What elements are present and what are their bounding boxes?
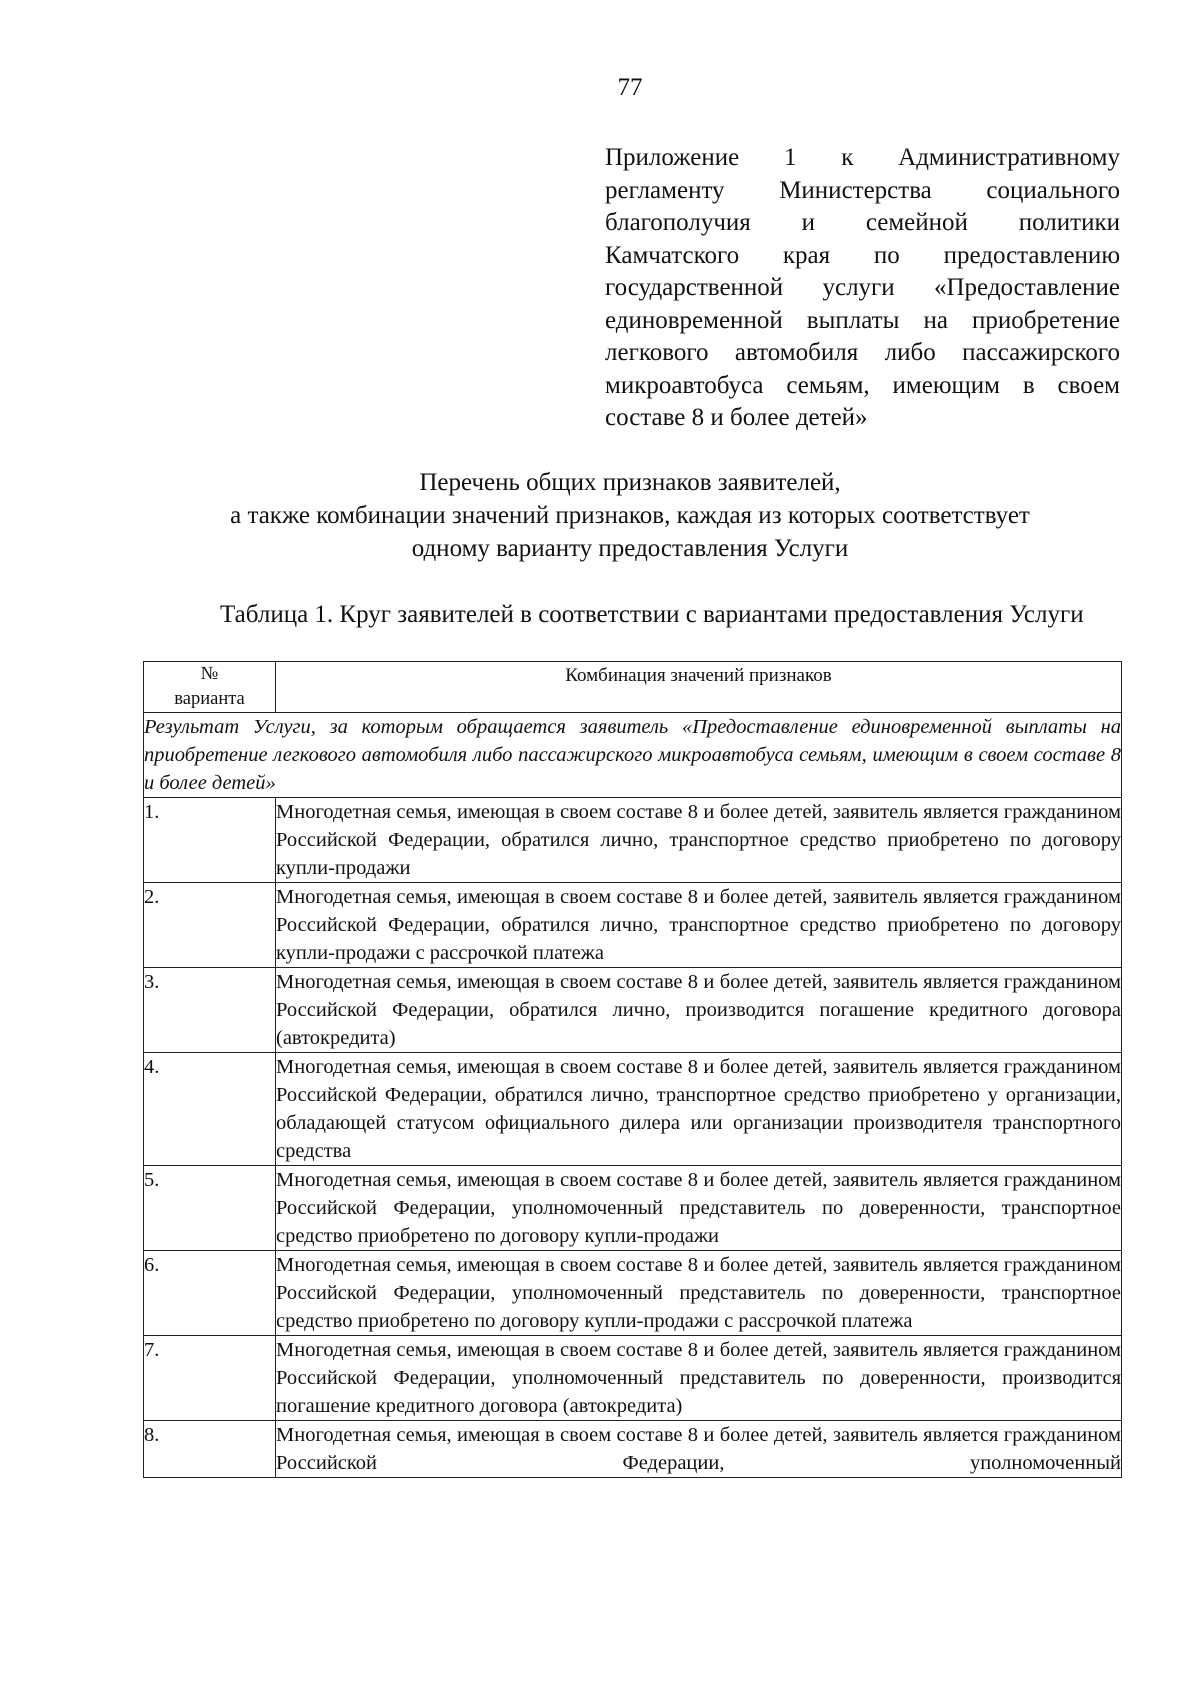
table-row bbox=[144, 798, 1122, 883]
table-row bbox=[144, 1251, 1122, 1336]
table-row bbox=[144, 1421, 1122, 1478]
variant-number: 5. bbox=[144, 1166, 276, 1251]
variant-combination: Многодетная семья, имеющая в своем составе 8 и более детей, заявитель является гражданином Российской Федерации, обратился лично, производится погашение кредитного договора (автокредита) bbox=[276, 968, 1122, 1053]
appendix-note: Приложение 1 к Административному регламенту Министерства социального благополучия и семейной политики Камчатского края по предоставлению государственной услуги «Предоставление единовременной выплаты на приобретение легкового автомобиля либо пассажирского микроавтобуса семьям, имеющим в своем составе 8 и более детей» bbox=[605, 144, 1120, 431]
page-number: 77 bbox=[617, 74, 643, 101]
table-row bbox=[144, 968, 1122, 1053]
variant-number: 4. bbox=[144, 1053, 276, 1166]
table-row bbox=[144, 1336, 1122, 1421]
title-line-3: одному варианту предоставления Услуги bbox=[411, 535, 849, 562]
variant-combination: Многодетная семья, имеющая в своем составе 8 и более детей, заявитель является гражданином Российской Федерации, уполномоченный представитель по доверенности, транспортное средство приобретено по договору купли-продажи bbox=[276, 1166, 1122, 1251]
title-line-1: Перечень общих признаков заявителей, bbox=[419, 469, 841, 496]
table-header-row bbox=[144, 662, 1122, 713]
variant-combination: Многодетная семья, имеющая в своем составе 8 и более детей, заявитель является гражданином Российской Федерации, обратился лично, транспортное средство приобретено по договору купли-продажи с рассрочкой платежа bbox=[276, 883, 1122, 968]
title-line-2: а также комбинации значений признаков, каждая из которых соответствует bbox=[230, 502, 1030, 529]
result-row bbox=[144, 713, 1122, 798]
variant-combination: Многодетная семья, имеющая в своем составе 8 и более детей, заявитель является гражданином Российской Федерации, уполномоченный представитель по доверенности, транспортное средство приобретено по договору купли-продажи с рассрочкой платежа bbox=[276, 1251, 1122, 1336]
variant-number: 3. bbox=[144, 968, 276, 1053]
table-row bbox=[144, 883, 1122, 968]
variant-combination: Многодетная семья, имеющая в своем составе 8 и более детей, заявитель является гражданином Российской Федерации, уполномоченный представитель по доверенности, производится погашение кредитного договора (автокредита) bbox=[276, 1336, 1122, 1421]
header-number-sign: № bbox=[200, 664, 219, 684]
variant-number: 7. bbox=[144, 1336, 276, 1421]
variant-combination: Многодетная семья, имеющая в своем составе 8 и более детей, заявитель является гражданином Российской Федерации, обратился лично, транспортное средство приобретено по договору купли-продажи bbox=[276, 798, 1122, 883]
variant-combination: Многодетная семья, имеющая в своем составе 8 и более детей, заявитель является гражданином Российской Федерации, уполномоченный bbox=[276, 1421, 1122, 1478]
header-combination: Комбинация значений признаков bbox=[276, 662, 1122, 713]
table-row bbox=[144, 1053, 1122, 1166]
table-caption: Таблица 1. Круг заявителей в соответствии с вариантами предоставления Услуги bbox=[220, 601, 1084, 628]
variants-table bbox=[143, 661, 1122, 1478]
variant-number: 2. bbox=[144, 883, 276, 968]
table-row bbox=[144, 1166, 1122, 1251]
header-variant-number bbox=[144, 662, 276, 713]
variant-number: 8. bbox=[144, 1421, 276, 1478]
header-variant-label: варианта bbox=[174, 689, 245, 709]
variant-combination: Многодетная семья, имеющая в своем составе 8 и более детей, заявитель является гражданином Российской Федерации, обратился лично, транспортное средство приобретено у организации, обладающей статусом официального дилера или организации производителя транспортного средства bbox=[276, 1053, 1122, 1166]
variant-number: 6. bbox=[144, 1251, 276, 1336]
result-cell: Результат Услуги, за которым обращается заявитель «Предоставление единовременной выплаты на приобретение легкового автомобиля либо пассажирского микроавтобуса семьям, имеющим в своем составе 8 и более детей» bbox=[144, 713, 1122, 798]
document-title bbox=[150, 466, 1110, 565]
variant-number: 1. bbox=[144, 798, 276, 883]
